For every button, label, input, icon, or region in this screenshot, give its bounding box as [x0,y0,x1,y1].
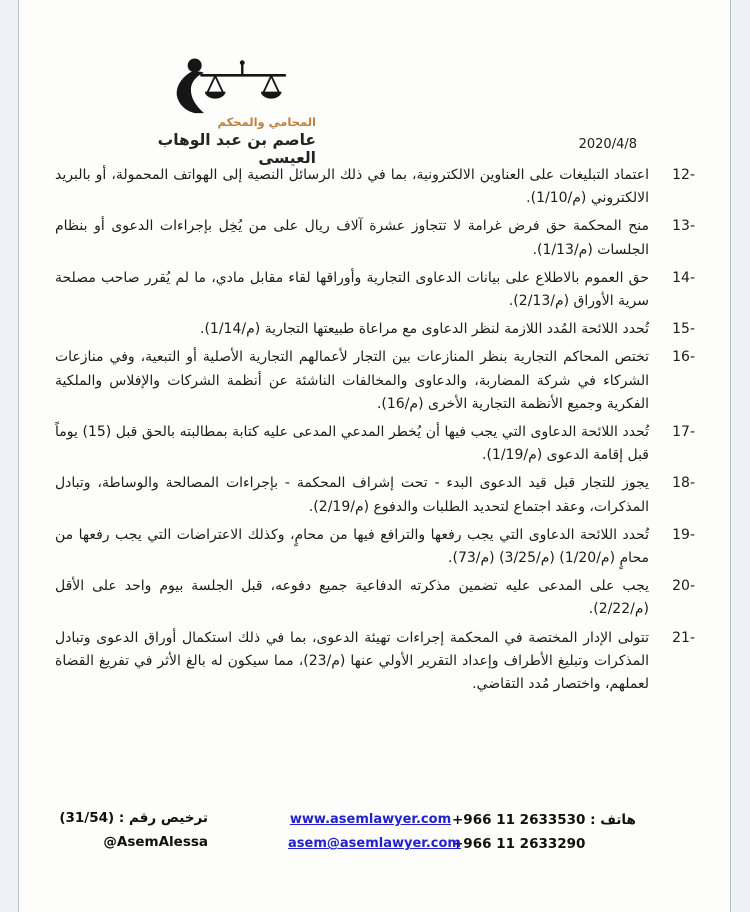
item-text: تُحدد اللائحة الدعاوى التي يجب رفعها والترافع فيها من محامٍ، وكذلك الاعتراضات التي يجب رفعها من محامٍ (م/1/20) (م/3/25) (م/73). [55,526,649,567]
list-item [55,627,695,697]
item-number: 18- [672,475,695,492]
license-block [55,806,208,854]
website-link[interactable]: www.asemlawyer.com [289,812,452,827]
item-number: 16- [672,349,695,366]
list-item [55,267,695,313]
item-number: 13- [672,218,695,235]
list-item [55,472,695,518]
item-text: تُحدد اللائحة المُدد اللازمة لنظر الدعاوى مع مراعاة طبيعتها التجارية (م/1/14). [200,321,649,338]
item-number: 15- [672,321,695,338]
item-text: يجب على المدعى عليه تضمين مذكرته الدفاعية جميع دفوعه، قبل الجلسة بيوم واحد على الأقل (م/2/22). [55,578,649,618]
list-item [55,421,695,467]
logo-tagline: المحامي والمحكم [217,115,316,129]
phone-number-1: +966 11 2633530 [452,812,586,828]
document-footer [0,806,750,876]
phone-block [452,808,644,856]
twitter-handle: @AsemAlessa [103,834,208,850]
scales-of-justice-logo [156,58,308,114]
item-number: 20- [672,578,695,595]
list-item [55,164,695,210]
item-text: اعتماد التبليغات على العناوين الالكترونية، بما في ذلك الرسائل النصية إلى الهواتف المحمولة، أو بالبريد الالكتروني (م/1/10). [55,167,649,207]
phone-label: هاتف : [590,812,636,828]
item-number: 19- [672,526,695,543]
list-item [55,318,695,341]
item-text: حق العموم بالاطلاع على بيانات الدعاوى التجارية وأوراقها لقاء مقابل مادي، ما لم يُقرر صاحب مصلحة سرية الأوراق (م/2/13). [55,269,649,310]
item-text: تتولى الإدار المختصة في المحكمة إجراءات تهيئة الدعوى، بما في ذلك استكمال أوراق الدعوى وتبادل المذكرات وتبليغ الأطراف وإعداد التقرير الأولي عنها (م/23)، مما سيكون له بالغ الأثر في تفريغ القضاة لعملهم، واختصار مُدد التقاضي. [55,629,649,693]
right-page-edge [730,0,750,912]
item-number: 14- [672,269,695,286]
phone-number-2: +966 11 2633290 [452,836,586,852]
phone-line-1 [452,808,644,832]
license-number: ترخيص رقم : (31/54) [59,810,208,826]
item-text: يجوز للتجار قبل قيد الدعوى البدء - تحت إشراف المحكمة - بإجراءات المصالحة والوساطة، وتبادل المذكرات، وعقد اجتماع لتحديد الطلبات والدفوع (م/2/19). [55,475,649,515]
list-item [55,215,695,261]
item-text: تختص المحاكم التجارية بنظر المنازعات بين التجار لأعمالهم التجارية الأصلية أو التبعية، وفي منازعات الشركاء في شركة المضاربة، والدعاوى والمخالفات الناشئة عن أنظمة الشركات والإفلاس والملكية الفكرية وجميع الأنظمة التجارية الأخرى (م/16). [55,349,649,412]
list-item [55,346,695,416]
logo-firm-name: عاصم بن عبد الوهاب العيسى [157,131,316,167]
item-text: تُحدد اللائحة الدعاوى التي يجب فيها أن يُخطر المدعي المدعى عليه كتابة بمطالبته بالحق قبل (15) يوماً قبل إقامة الدعوى (م/1/19). [55,424,649,464]
firm-logo [128,58,316,167]
email-link[interactable]: asem@asemlawyer.com [288,836,461,851]
item-number: 21- [672,629,695,646]
list-item [55,524,695,570]
item-number: 17- [672,424,695,441]
links-block [288,808,461,856]
item-text: منح المحكمة حق فرض غرامة لا تتجاوز عشرة آلاف ريال على من يُخِل بإجراءات الدعوى أو بنظام الجلسات (م/1/13). [55,218,649,258]
list-item [55,575,695,621]
item-number: 12- [672,167,695,183]
phone-line-2 [452,832,644,856]
legal-points-list [55,164,695,701]
left-page-edge [0,0,19,912]
document-date: 2020/4/8 [578,137,637,152]
